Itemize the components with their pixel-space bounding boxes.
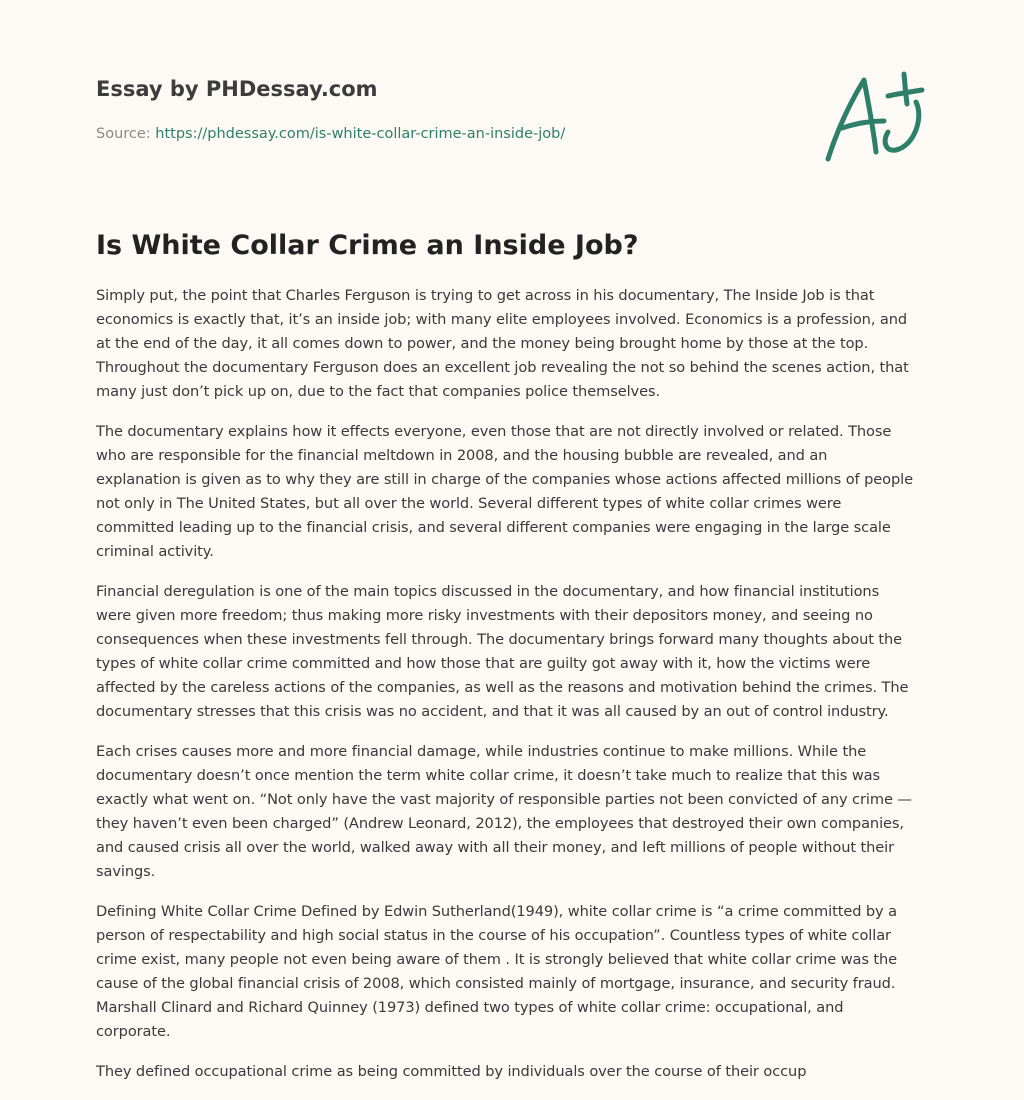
paragraph-line: explanation is given as to why they are still in charge of the companies whose actions affected millions of people xyxy=(96,471,913,488)
paragraph-line: many just don’t pick up on, due to the fact that companies police themselves. xyxy=(96,383,660,400)
source-line xyxy=(96,124,796,144)
a-plus-icon xyxy=(818,66,930,166)
source-link[interactable]: https://phdessay.com/is-white-collar-crime-an-inside-job/ xyxy=(155,126,566,142)
paragraph-line: cause of the global financial crisis of 2008, which consisted mainly of mortgage, insurance, and security fraud. xyxy=(96,975,896,992)
essay-paragraph-3 xyxy=(96,580,931,724)
paragraph-line: who are responsible for the financial meltdown in 2008, and the housing bubble are revealed, and an xyxy=(96,447,828,464)
paragraph-line: and caused crisis all over the world, walked away with all their money, and left millions of people without their xyxy=(96,839,895,856)
essay-paragraph-6 xyxy=(96,1060,931,1084)
paragraph-line: savings. xyxy=(96,863,156,880)
paragraph-line: Each crises causes more and more financial damage, while industries continue to make millions. While the xyxy=(96,743,867,760)
paragraph-line: They defined occupational crime as being committed by individuals over the course of their occup xyxy=(96,1063,807,1080)
paragraph-line: crime exist, many people not even being aware of them . It is strongly believed that white collar crime was the xyxy=(96,951,898,968)
essay-paragraph-2 xyxy=(96,420,931,564)
paragraph-line: consequences when these investments fell through. The documentary brings forward many thoughts about the xyxy=(96,631,903,648)
paragraph-line: criminal activity. xyxy=(96,543,214,560)
paragraph-line: documentary doesn’t once mention the term white collar crime, it doesn’t take much to realize that this was xyxy=(96,767,881,784)
source-label: Source: xyxy=(96,126,156,142)
paragraph-line: committed leading up to the financial crisis, and several different companies were engaging in the large scale xyxy=(96,519,891,536)
paragraph-line: economics is exactly that, it’s an inside job; with many elite employees involved. Economics is a profession, and xyxy=(96,311,908,328)
paragraph-line: at the end of the day, it all comes down to power, and the money being brought home by those at the top. xyxy=(96,335,869,352)
paragraph-line: Financial deregulation is one of the main topics discussed in the documentary, and how financial institutions xyxy=(96,583,880,600)
paragraph-line: documentary stresses that this crisis was no accident, and that it was all caused by an out of control industry. xyxy=(96,703,889,720)
paragraph-line: person of respectability and high social status in the course of his occupation”. Countless types of white collar xyxy=(96,927,891,944)
paragraph-line: affected by the careless actions of the companies, as well as the reasons and motivation behind the crimes. The xyxy=(96,679,909,696)
paragraph-line: Throughout the documentary Ferguson does an excellent job revealing the not so behind the scenes action, that xyxy=(96,359,909,376)
essay-paragraph-4 xyxy=(96,740,931,884)
site-title: Essay by PHDessay.com xyxy=(96,77,378,101)
paragraph-line: Marshall Clinard and Richard Quinney (1973) defined two types of white collar crime: occupational, and xyxy=(96,999,844,1016)
paragraph-line: corporate. xyxy=(96,1023,171,1040)
page-header xyxy=(96,74,796,144)
paragraph-line: Simply put, the point that Charles Ferguson is trying to get across in his documentary, The Inside Job is that xyxy=(96,287,875,304)
essay-paragraph-1 xyxy=(96,284,931,404)
paragraph-line: exactly what went on. “Not only have the vast majority of responsible parties not been convicted of any crime — xyxy=(96,791,912,808)
paragraph-line: they haven’t even been charged” (Andrew Leonard, 2012), the employees that destroyed their own companies, xyxy=(96,815,904,832)
paragraph-line: The documentary explains how it effects everyone, even those that are not directly involved or related. Those xyxy=(96,423,892,440)
essay-paragraph-5 xyxy=(96,900,931,1044)
paragraph-line: types of white collar crime committed and how those that are guilty got away with it, how the victims were xyxy=(96,655,871,672)
paragraph-line: not only in The United States, but all over the world. Several different types of white collar crimes were xyxy=(96,495,842,512)
a-plus-logo-graphic xyxy=(818,66,930,166)
essay-title: Is White Collar Crime an Inside Job? xyxy=(96,230,639,261)
essay-body xyxy=(96,284,931,1100)
paragraph-line: Defining White Collar Crime Defined by Edwin Sutherland(1949), white collar crime is “a crime committed by a xyxy=(96,903,897,920)
paragraph-line: were given more freedom; thus making more risky investments with their depositors money, and seeing no xyxy=(96,607,873,624)
